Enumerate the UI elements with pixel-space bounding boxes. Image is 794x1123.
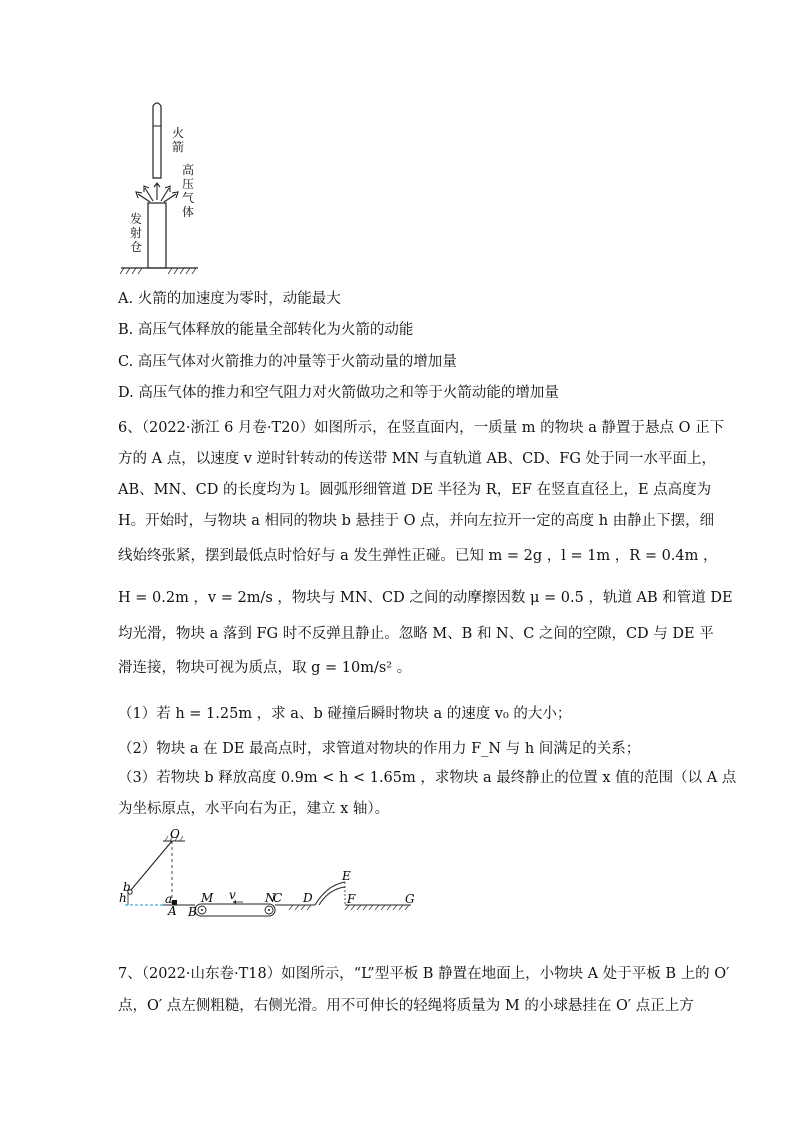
silo-label: 发射仓 [130,212,143,254]
q6-line-7: 均光滑，物块 a 落到 FG 时不反弹且静止。忽略 M、B 和 N、C 之间的空隙，CD 与 DE 平 [118,626,714,642]
label-N: N [265,891,276,905]
q6-line-1: 6、（2022·浙江 6 月卷·T20）如图所示，在竖直面内，一质量 m 的物块 a 静置于悬点 O 正下 [118,420,725,436]
label-G: G [405,892,415,906]
label-h: h [119,891,127,905]
label-v: v [229,888,236,902]
q6-sub-2: （2）物块 a 在 DE 最高点时，求管道对物块的作用力 F_N 与 h 间满足的关系； [118,741,641,757]
label-O: O [170,827,180,841]
label-C: C [273,891,283,905]
q6-line-4: H。开始时，与物块 a 相同的物块 b 悬挂于 O 点，并向左拉开一定的高度 h 由静止下摆，细 [118,513,715,529]
label-F: F [347,892,356,906]
q7-line-1: 7、（2022·山东卷·T18）如图所示，“L”型平板 B 静置在地面上，小物块 A 处于平板 B 上的 O′ [118,966,730,982]
q7-line-2: 点，O′ 点左侧粗糙，右侧光滑。用不可伸长的轻绳将质量为 M 的小球悬挂在 O′ 点正上方 [118,998,694,1014]
label-A: A [168,904,177,918]
option-d: D. 高压气体的推力和空气阻力对火箭做功之和等于火箭动能的增加量 [118,385,559,401]
rocket-body [153,103,161,178]
option-a: A. 火箭的加速度为零时，动能最大 [118,291,341,307]
track-figure [115,825,425,920]
label-M: M [201,891,214,905]
label-E: E [342,869,351,883]
gas-label: 高压气体 [182,163,195,219]
label-a: a [165,892,173,906]
label-B: B [188,905,197,919]
option-c: C. 高压气体对火箭推力的冲量等于火箭动量的增加量 [118,354,457,370]
option-b: B. 高压气体释放的能量全部转化为火箭的动能 [118,322,414,338]
q6-line-3: AB、MN、CD 的长度均为 l。圆弧形细管道 DE 半径为 R，EF 在竖直直径上，E 点高度为 [118,482,712,498]
label-D: D [303,891,313,905]
q6-sub-1: （1）若 h = 1.25m ，求 a、b 碰撞后瞬时物块 a 的速度 v₀ 的大小； [118,706,572,722]
q6-line-5: 线始终张紧，摆到最低点时恰好与 a 发生弹性正碰。已知 m = 2g ，l = 1m ，R = 0.4m ， [118,548,718,564]
q6-line-2: 方的 A 点，以速度 v 逆时针转动的传送带 MN 与直轨道 AB、CD、FG 处于同一水平面上， [118,451,717,467]
label-b: b [123,880,131,894]
rocket-label: 火箭 [172,126,185,154]
q6-line-8: 滑连接，物块可视为质点，取 g = 10m/s² 。 [118,660,412,676]
launch-silo [148,203,166,268]
gas-arrows [136,183,178,202]
q6-sub-3b: 为坐标原点，水平向右为正，建立 x 轴）。 [118,801,390,817]
q6-sub-3a: （3）若物块 b 释放高度 0.9m < h < 1.65m ，求物块 a 最终静止的位置 x 值的范围（以 A 点 [118,770,737,786]
q6-line-6: H = 0.2m ，v = 2m/s ，物块与 MN、CD 之间的动摩擦因数 μ = 0.5 ，轨道 AB 和管道 DE [118,590,733,606]
